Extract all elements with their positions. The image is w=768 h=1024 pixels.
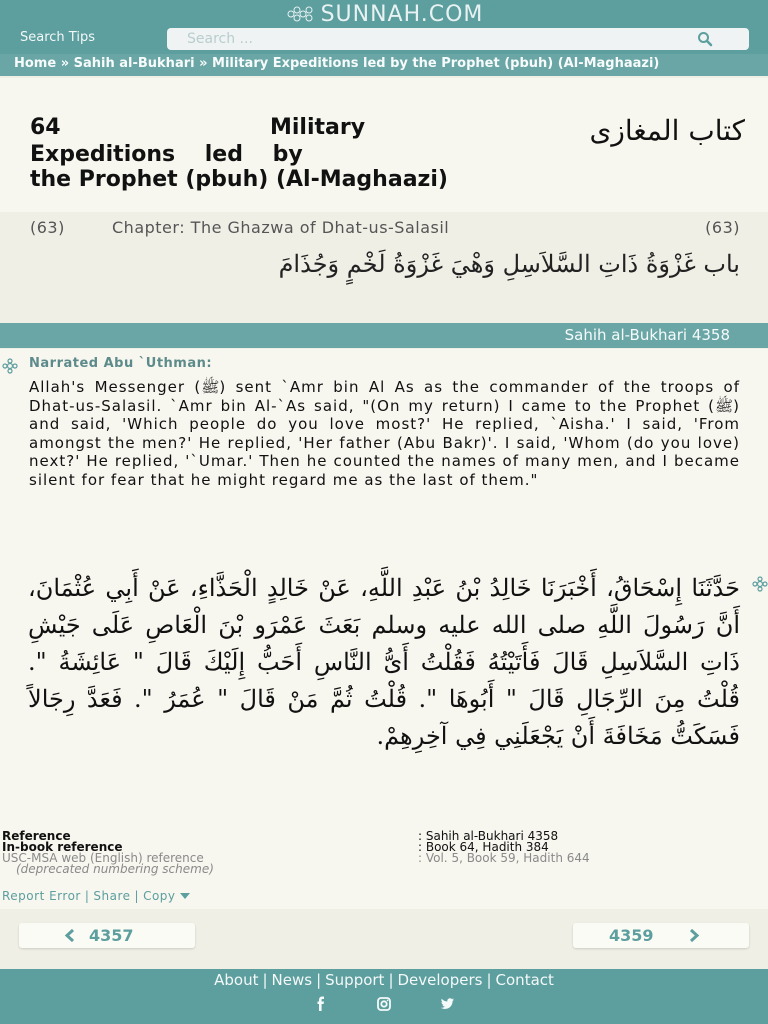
- separator: |: [486, 971, 492, 989]
- hadith-text-arabic: حَدَّثَنَا إِسْحَاقُ، أَخْبَرَنَا خَالِدُ بْنُ عَبْدِ اللَّهِ، عَنْ خَالِدٍ الْحَذَّاءِ، عَنْ أَبِي عُثْمَانَ، أَنَّ رَسُولَ اللَّهِ صلى الله عليه وسلم بَعَثَ عَمْرَو بْنَ الْعَاصِ عَلَى جَيْشِ ذَاتِ السَّلاَسِلِ قَالَ فَأَتَيْتُهُ فَقُلْتُ أَىُّ النَّاسِ أَحَبُّ إِلَيْكَ قَالَ " عَائِشَةُ ". قُلْتُ مِنَ الرِّجَالِ قَالَ " أَبُوهَا ". قُلْتُ ثُمَّ مَنْ قَالَ " عُمَرُ ". فَعَدَّ رِجَالاً فَسَكَتُّ مَخَافَةَ أَنْ يَجْعَلَنِي فِي آخِرِهِمْ.: [28, 574, 740, 750]
- share-link[interactable]: Share: [93, 889, 131, 903]
- site-logo[interactable]: [0, 2, 768, 27]
- separator: |: [84, 889, 90, 903]
- chapter-number-left: (63): [30, 218, 65, 237]
- reference-value: : Sahih al-Bukhari 4358: [418, 829, 559, 843]
- facebook-icon[interactable]: [313, 996, 329, 1012]
- hadith-text-english: Allah's Messenger (ﷺ) sent `Amr bin Al As as the commander of the troops of Dhat-us-Salasil. `Amr bin Al-`As said, "(On my return) I came to the Prophet (ﷺ) and said, 'Which people do you love most?' He replied, `Aisha.' I said, 'From amongst the men?' He replied, 'Her father (Abu Bakr)'. I said, 'Whom (do you love) next?' He replied, '`Umar.' Then he counted the names of many men, and I became silent for fear that he might regard me as the last of them.": [29, 378, 740, 489]
- search-input[interactable]: [167, 28, 667, 50]
- separator: |: [262, 971, 268, 989]
- chapter-number-right: (63): [705, 218, 740, 237]
- book-title-english: [30, 114, 405, 168]
- footer-developers-link[interactable]: Developers: [397, 971, 483, 989]
- separator: |: [388, 971, 394, 989]
- book-title-line2: Expeditions led by: [30, 142, 303, 167]
- reference-value: : Book 64, Hadith 384: [418, 840, 549, 854]
- reference-value: : Vol. 5, Book 59, Hadith 644: [418, 851, 590, 865]
- flower-ornament-icon: [2, 358, 18, 374]
- search-tips-link[interactable]: Search Tips: [20, 30, 95, 45]
- deprecated-note-row: [2, 864, 742, 875]
- search-icon[interactable]: [697, 31, 713, 47]
- next-hadith-button[interactable]: [573, 923, 749, 948]
- previous-hadith-button[interactable]: [19, 923, 195, 948]
- next-hadith-number: 4359: [609, 926, 654, 945]
- footer-support-link[interactable]: Support: [325, 971, 385, 989]
- breadcrumb[interactable]: Home » Sahih al-Bukhari » Military Expeditions led by the Prophet (pbuh) (Al-Maghaazi): [0, 54, 768, 76]
- footer-contact-link[interactable]: Contact: [495, 971, 554, 989]
- chevron-left-icon: [63, 923, 77, 948]
- book-number: 64: [30, 115, 61, 140]
- hadith-reference-label[interactable]: Sahih al-Bukhari 4358: [564, 326, 730, 344]
- footer-news-link[interactable]: News: [271, 971, 313, 989]
- hadith-actions: [2, 889, 190, 903]
- logo-ornament-icon: [285, 5, 315, 23]
- reference-key: Reference: [2, 829, 71, 843]
- site-name: SUNNAH.COM: [320, 2, 484, 27]
- search-box: [167, 28, 749, 50]
- chevron-down-icon[interactable]: [180, 893, 190, 899]
- separator: |: [134, 889, 140, 903]
- chapter-title: Chapter: The Ghazwa of Dhat-us-Salasil: [112, 218, 450, 237]
- separator: |: [316, 971, 322, 989]
- previous-hadith-number: 4357: [89, 926, 134, 945]
- chapter-title-arabic: باب غَزْوَةُ ذَاتِ السَّلاَسِلِ وَهْيَ غَزْوَةُ لَخْمٍ وَجُذَامَ: [278, 250, 740, 278]
- instagram-icon[interactable]: [376, 996, 392, 1012]
- narrator: Narrated Abu `Uthman:: [29, 356, 213, 371]
- reference-table: [2, 831, 742, 875]
- chevron-right-icon: [687, 923, 701, 948]
- report-error-link[interactable]: Report Error: [2, 889, 81, 903]
- book-title-line3: the Prophet (pbuh) (Al-Maghaazi): [30, 167, 448, 192]
- reference-key: In-book reference: [2, 840, 123, 854]
- deprecated-note: (deprecated numbering scheme): [16, 862, 214, 876]
- reference-key: USC-MSA web (English) reference: [2, 851, 204, 865]
- hadith-reference-bar: [0, 323, 768, 348]
- twitter-icon[interactable]: [439, 996, 455, 1012]
- copy-link[interactable]: Copy: [143, 889, 176, 903]
- book-title-line1: Military: [270, 115, 366, 140]
- flower-ornament-icon: [752, 576, 768, 592]
- footer-links: [0, 970, 768, 990]
- book-title-arabic: كتاب المغازى: [589, 114, 745, 147]
- footer-about-link[interactable]: About: [214, 971, 259, 989]
